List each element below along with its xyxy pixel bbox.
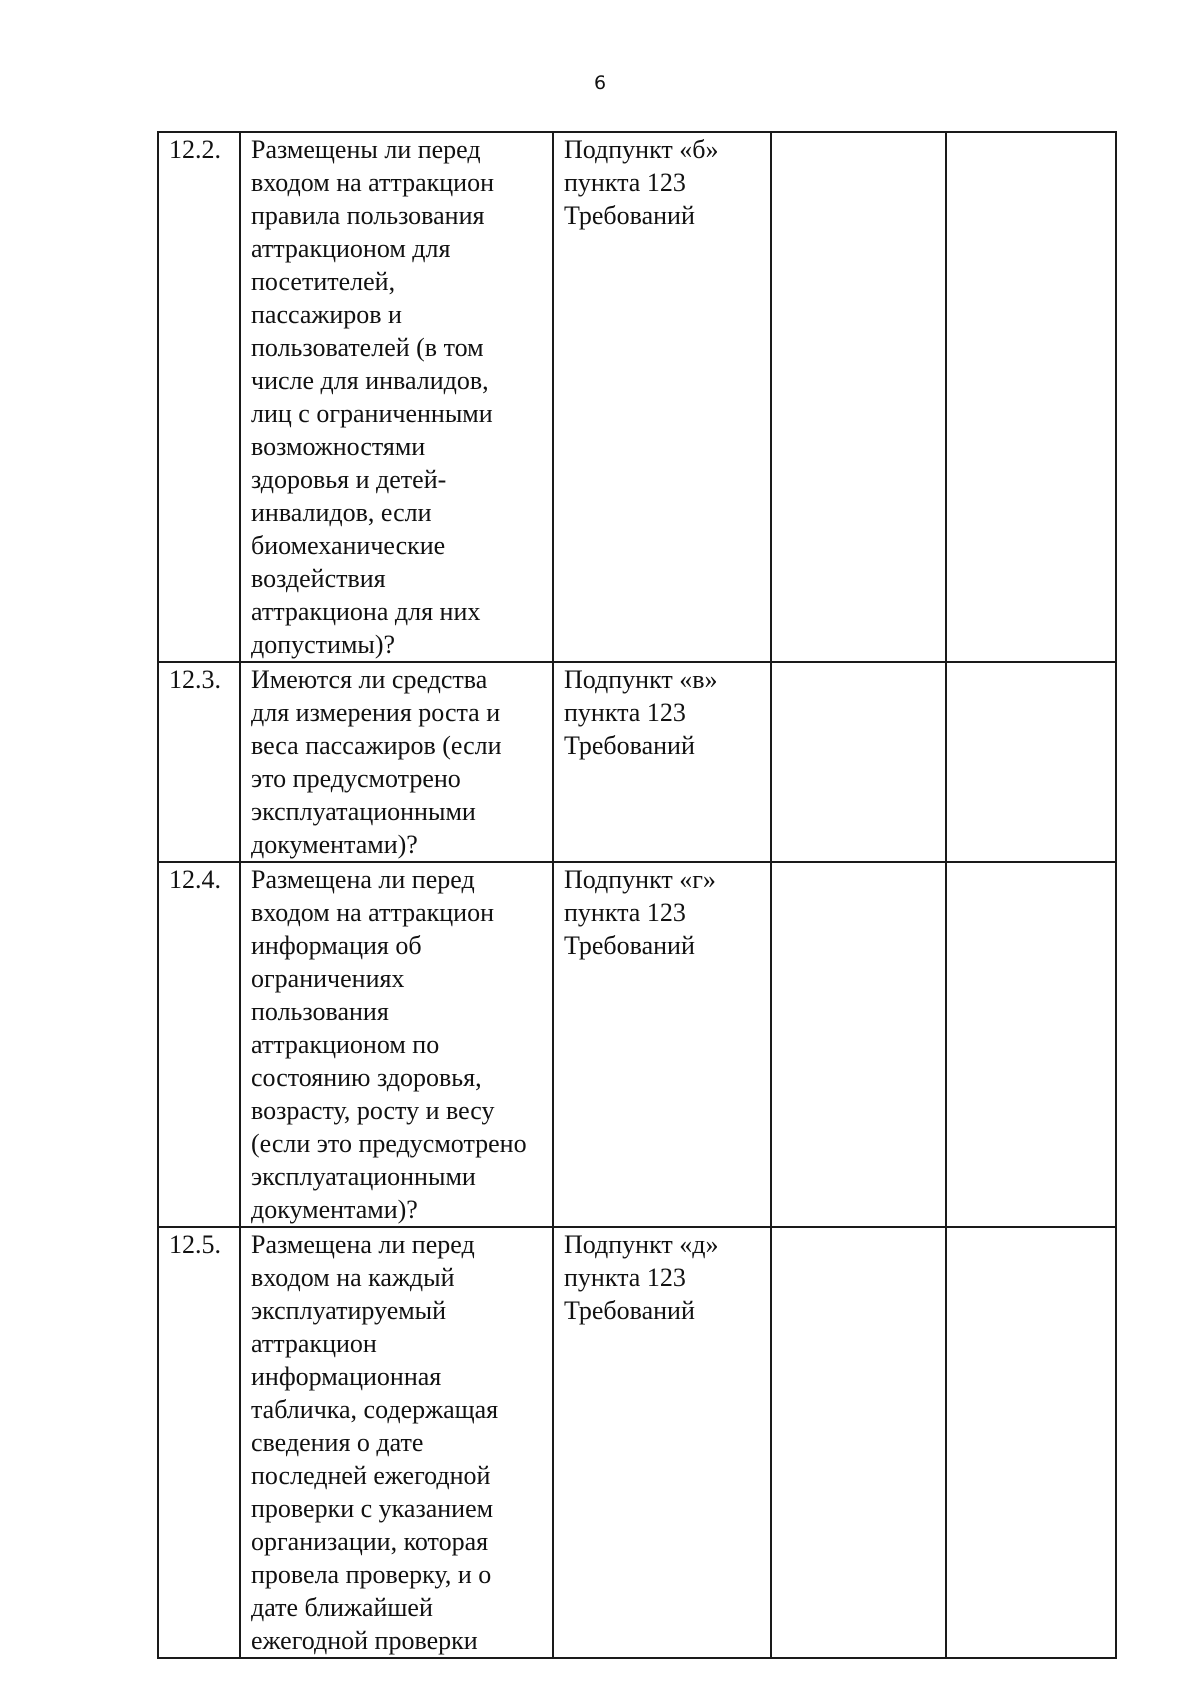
table-row — [158, 132, 1116, 662]
item-number: 12.2. — [158, 132, 240, 662]
reference-cell: Подпункт «д» пункта 123 Требований — [553, 1227, 771, 1658]
reference-cell: Подпункт «г» пункта 123 Требований — [553, 862, 771, 1227]
question-cell: Имеются ли средства для измерения роста и веса пассажиров (если это предусмотрено эксплуатационными документами)? — [240, 662, 553, 862]
table-row — [158, 662, 1116, 862]
item-number: 12.4. — [158, 862, 240, 1227]
empty-cell — [946, 132, 1116, 662]
reference-cell: Подпункт «в» пункта 123 Требований — [553, 662, 771, 862]
empty-cell — [771, 662, 946, 862]
page-number: 6 — [593, 72, 607, 94]
item-number: 12.3. — [158, 662, 240, 862]
item-number: 12.5. — [158, 1227, 240, 1658]
empty-cell — [946, 1227, 1116, 1658]
question-cell: Размещены ли перед входом на аттракцион правила пользования аттракционом для посетителей, пассажиров и пользователей (в том числе для инвалидов, лиц с ограниченными возможностями здоровья и детей- инвалидов, если биомеханические воздействия аттракциона для них допустимы)? — [240, 132, 553, 662]
checklist-table — [157, 131, 1117, 1659]
question-cell: Размещена ли перед входом на каждый эксплуатируемый аттракцион информационная табличка, содержащая сведения о дате последней ежегодной проверки с указанием организации, которая провела проверку, и о дате ближайшей ежегодной проверки — [240, 1227, 553, 1658]
empty-cell — [771, 132, 946, 662]
table-row — [158, 862, 1116, 1227]
table-row — [158, 1227, 1116, 1658]
reference-cell: Подпункт «б» пункта 123 Требований — [553, 132, 771, 662]
empty-cell — [946, 662, 1116, 862]
question-cell: Размещена ли перед входом на аттракцион информация об ограничениях пользования аттракционом по состоянию здоровья, возрасту, росту и весу (если это предусмотрено эксплуатационными документами)? — [240, 862, 553, 1227]
empty-cell — [946, 862, 1116, 1227]
empty-cell — [771, 1227, 946, 1658]
empty-cell — [771, 862, 946, 1227]
